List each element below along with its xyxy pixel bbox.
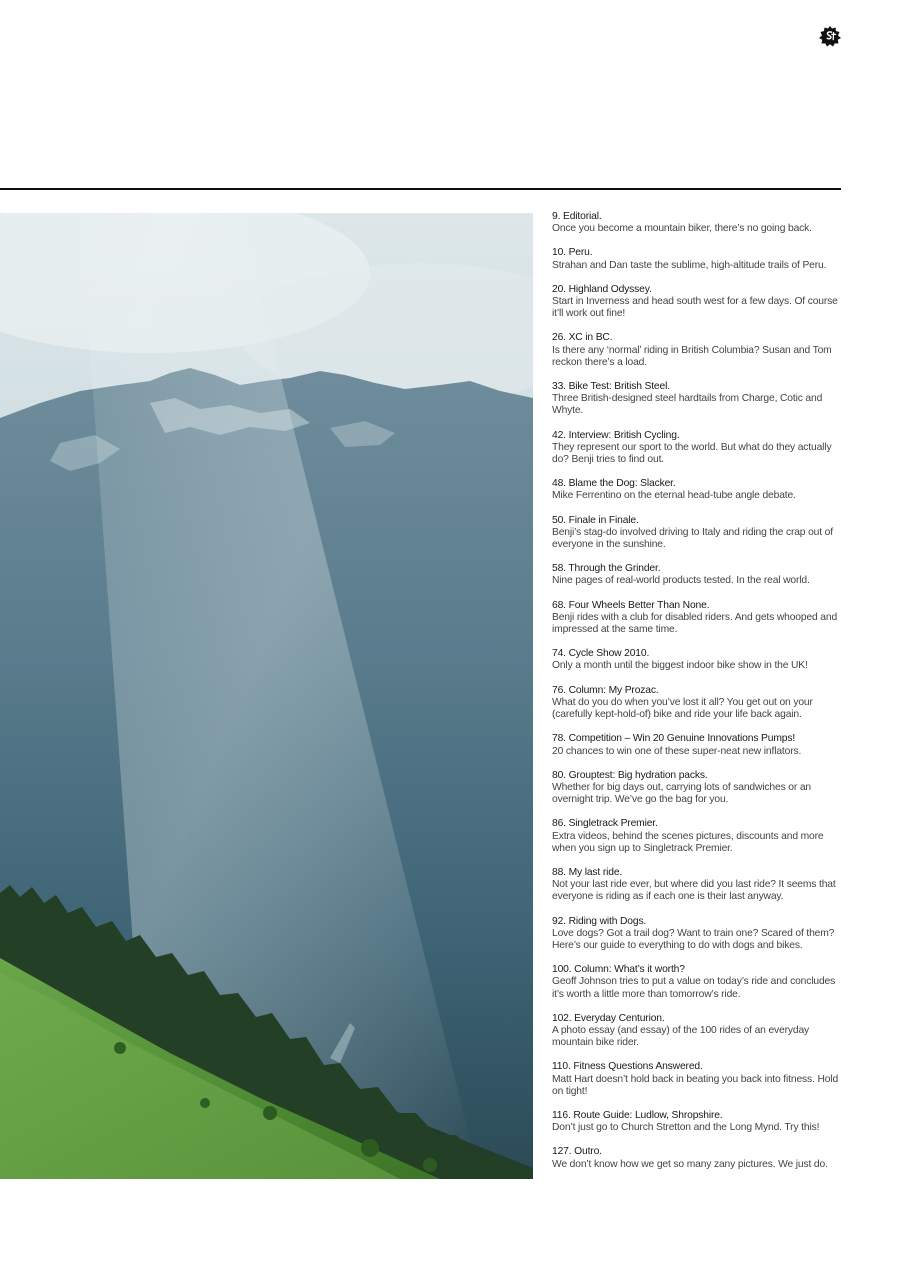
contents-item[interactable] [552,770,847,807]
contents-item-title: 127. Outro. [552,1146,602,1158]
contents-item[interactable] [552,1013,847,1050]
contents-item-title: 68. Four Wheels Better Than None. [552,599,710,611]
contents-item-title: 116. Route Guide: Ludlow, Shropshire. [552,1109,723,1121]
contents-item[interactable] [552,563,847,587]
contents-item-description: What do you do when you’ve lost it all? You get out on your (carefully kept-hold-of) bike and ride your life back again. [552,696,813,721]
contents-item-description: They represent our sport to the world. But what do they actually do? Benji tries to find out. [552,441,832,466]
contents-item-title: 74. Cycle Show 2010. [552,648,650,660]
singletrack-logo-icon [818,25,842,47]
contents-item-title: 102. Everyday Centurion. [552,1012,665,1024]
contents-item[interactable] [552,1110,847,1134]
contents-item-title: 10. Peru. [552,247,593,259]
contents-item-title: 9. Editorial. [552,211,602,222]
contents-item-description: Extra videos, behind the scenes pictures, discounts and more when you sign up to Singletrack Premier. [552,830,824,854]
contents-item-title: 100. Column: What’s it worth? [552,964,685,976]
contents-item[interactable] [552,247,847,271]
contents-item[interactable] [552,284,847,321]
contents-item-description: Love dogs? Got a trail dog? Want to train one? Scared of them? Here’s our guide to everything to do with dogs and bikes. [552,927,835,951]
contents-item-description: Matt Hart doesn’t hold back in beating you back into fitness. Hold on tight! [552,1073,839,1097]
contents-item-title: 58. Through the Grinder. [552,563,661,575]
contents-item[interactable] [552,867,847,904]
contents-item-description: Strahan and Dan taste the sublime, high-altitude trails of Peru. [552,259,827,271]
header-rule [0,188,841,190]
contents-item-title: 92. Riding with Dogs. [552,915,647,927]
contents-item-description: Benji’s stag-do involved driving to Italy and riding the crap out of everyone in the sunshine. [552,526,833,551]
contents-item[interactable] [552,478,847,502]
contents-item[interactable] [552,648,847,672]
contents-item-description: Once you become a mountain biker, there’s no going back. [552,223,812,235]
contents-item-title: 78. Competition – Win 20 Genuine Innovations Pumps! [552,733,796,745]
contents-item-title: 42. Interview: British Cycling. [552,429,680,441]
contents-item-description: Whether for big days out, carrying lots of sandwiches or an overnight trip. We’ve go the bag for you. [552,781,812,806]
contents-item[interactable] [552,1061,847,1098]
contents-item-description: Three British-designed steel hardtails from Charge, Cotic and Whyte. [552,393,823,417]
contents-item[interactable] [552,430,847,467]
contents-item[interactable] [552,818,847,855]
contents-item-description: Nine pages of real-world products tested. In the real world. [552,575,810,587]
contents-item-description: Geoff Johnson tries to put a value on today’s ride and concludes it’s worth a little more than tomorrow’s ride. [552,976,836,1000]
contents-item[interactable] [552,685,847,722]
contents-item[interactable] [552,332,847,369]
contents-item-description: Benji rides with a club for disabled riders. And gets whooped and impressed at the same time. [552,611,838,636]
contents-item-title: 20. Highland Odyssey. [552,283,652,295]
contents-item-description: Mike Ferrentino on the eternal head-tube angle debate. [552,490,796,502]
contents-item[interactable] [552,964,847,1001]
contents-item-title: 80. Grouptest: Big hydration packs. [552,769,708,781]
contents-item-description: 20 chances to win one of these super-neat new inflators. [552,745,802,757]
contents-item[interactable] [552,1146,847,1170]
mountain-valley-photo [0,213,533,1179]
contents-item-description: Is there any ‘normal’ riding in British Columbia? Susan and Tom reckon there’s a load. [552,344,832,368]
contents-item-description: We don’t know how we get so many zany pictures. We just do. [552,1158,828,1170]
contents-item-description: A photo essay (and essay) of the 100 rides of an everyday mountain bike rider. [552,1024,810,1049]
contents-item-description: Don’t just go to Church Stretton and the Long Mynd. Try this! [552,1122,820,1134]
contents-item-description: Not your last ride ever, but where did you last ride? It seems that everyone is riding as if each one is their last anyway. [552,879,836,903]
contents-item[interactable] [552,916,847,953]
contents-item-title: 76. Column: My Prozac. [552,684,659,696]
contents-item-title: 88. My last ride. [552,866,623,878]
contents-item-title: 33. Bike Test: British Steel. [552,381,670,393]
contents-item-title: 26. XC in BC. [552,332,613,344]
contents-item[interactable] [552,515,847,552]
contents-item-title: 48. Blame the Dog: Slacker. [552,478,676,490]
contents-list [552,211,847,1171]
contents-item[interactable] [552,600,847,637]
contents-item-title: 86. Singletrack Premier. [552,818,658,830]
contents-item-title: 50. Finale in Finale. [552,514,639,526]
contents-item[interactable] [552,381,847,418]
contents-item-description: Only a month until the biggest indoor bike show in the UK! [552,660,808,672]
contents-item-title: 110. Fitness Questions Answered. [552,1061,703,1073]
contents-item[interactable] [552,211,847,235]
contents-item-description: Start in Inverness and head south west for a few days. Of course it’ll work out fine! [552,296,838,320]
contents-item[interactable] [552,733,847,757]
